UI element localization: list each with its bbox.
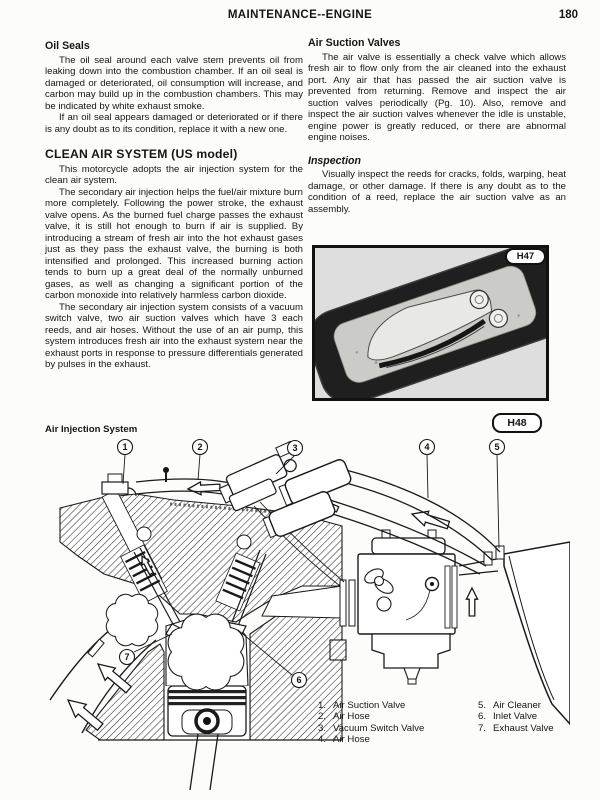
piston	[168, 686, 246, 736]
air-injection-diagram	[40, 438, 570, 793]
clean-air-para1: This motorcycle adopts the air injection system for the clean air system.	[45, 163, 303, 186]
inspection-para: Visually inspect the reeds for cracks, folds, warping, heat damage, or other damage. If there is any doubt as to the condition of a reed, replace the air suction valve as an assembly.	[308, 169, 566, 215]
callout-number-4: 4	[424, 442, 430, 453]
legend-item: 1. Air Suction Valve	[318, 700, 406, 711]
diagram-caption: Air Injection System	[45, 424, 138, 435]
legend-item: 3. Vacuum Switch Valve	[318, 722, 425, 734]
float-bowl	[372, 634, 450, 668]
legend-item: 4. Air Hose	[318, 733, 370, 745]
oil-seals-heading: Oil Seals	[45, 40, 90, 52]
clean-air-heading: CLEAN AIR SYSTEM (US model)	[45, 147, 238, 161]
page-number: 180	[558, 9, 578, 21]
figure-label-h48: H48	[492, 413, 542, 433]
callout-number-3: 3	[292, 443, 298, 454]
reed-valve-photo	[312, 245, 549, 401]
legend-item: 5. Air Cleaner	[478, 700, 541, 711]
oil-seals-para1: The oil seal around each valve stem prevents oil from leaking down into the combustion chamber. If an oil seal is damaged or deteriorated, oil consumption will increase, and carbon may build up in the combustion chambers. This may be indicated by white exhaust smoke.	[45, 54, 303, 112]
air-suction-heading: Air Suction Valves	[308, 37, 401, 49]
inspection-heading: Inspection	[308, 154, 361, 167]
legend-item: 6. Inlet Valve	[478, 711, 538, 723]
clean-air-para2: The secondary air injection helps the fuel/air mixture burn more completely. Following the power stroke, the exhaust valve opens. As the burned fuel charge passes the exhaust valve, it is still hot enough to burn if air is supplied. By introducing a stream of fresh air into the hot exhaust gases just as they pass the exhaust valve, the burning is both intensified and prolonged. This increased burning action tends to burn up a great deal of the normally unburned gases, as well as changing a significant portion of the carbon monoxide into relatively harmless carbon dioxide.	[45, 186, 303, 301]
figure-label-h47: H47	[505, 248, 546, 265]
callout-number-5: 5	[494, 442, 500, 453]
callout-number-1: 1	[122, 442, 128, 453]
connecting-rod	[190, 734, 218, 790]
clean-air-para3: The secondary air injection system consists of a vacuum switch valve, two air suction valves which have 3 each reeds, and air hoses. Without the use of an air pump, this system introduces fresh air into the exhaust system near the exhaust ports in response to pressure differentials generated by pulses in the exhaust.	[45, 301, 303, 370]
drain-nipple	[404, 668, 420, 679]
diagram-legend-col2	[478, 700, 554, 734]
callout-number-7: 7	[124, 652, 130, 663]
right-column	[308, 38, 566, 215]
legend-item: 7. Exhaust Valve	[478, 722, 554, 734]
legend-item: 2. Air Hose	[318, 711, 370, 723]
air-cleaner	[459, 542, 570, 724]
left-column	[45, 41, 303, 371]
oil-seals-para2: If an oil seal appears damaged or deteriorated or if there is any doubt as to its condition, replace it with a new one.	[45, 112, 303, 135]
diagram-legend-col1	[318, 700, 424, 745]
cam-follower	[137, 527, 151, 541]
callout-number-6: 6	[296, 675, 302, 686]
bolt-icon	[163, 467, 169, 473]
carburetor	[340, 530, 457, 684]
page-title: MAINTENANCE--ENGINE	[227, 9, 373, 21]
reed-valve-photo-art	[315, 248, 546, 398]
carb-mount-boss	[330, 640, 346, 660]
air-suction-para1: The air valve is essentially a check valve which allows fresh air to flow only from the air cleaned into the exhaust port. Any air that has passed the air suction valve is prevented from returning. Remove and inspect the air suction valves periodically (Pg. 10). Also, remove and inspect the air suction valves whenever the idle is unstable, engine power is greatly reduced, or there are abnormal engine noises.	[308, 51, 566, 143]
screw-icon	[377, 597, 391, 611]
callout-number-2: 2	[197, 442, 203, 453]
cam-follower	[237, 535, 251, 549]
